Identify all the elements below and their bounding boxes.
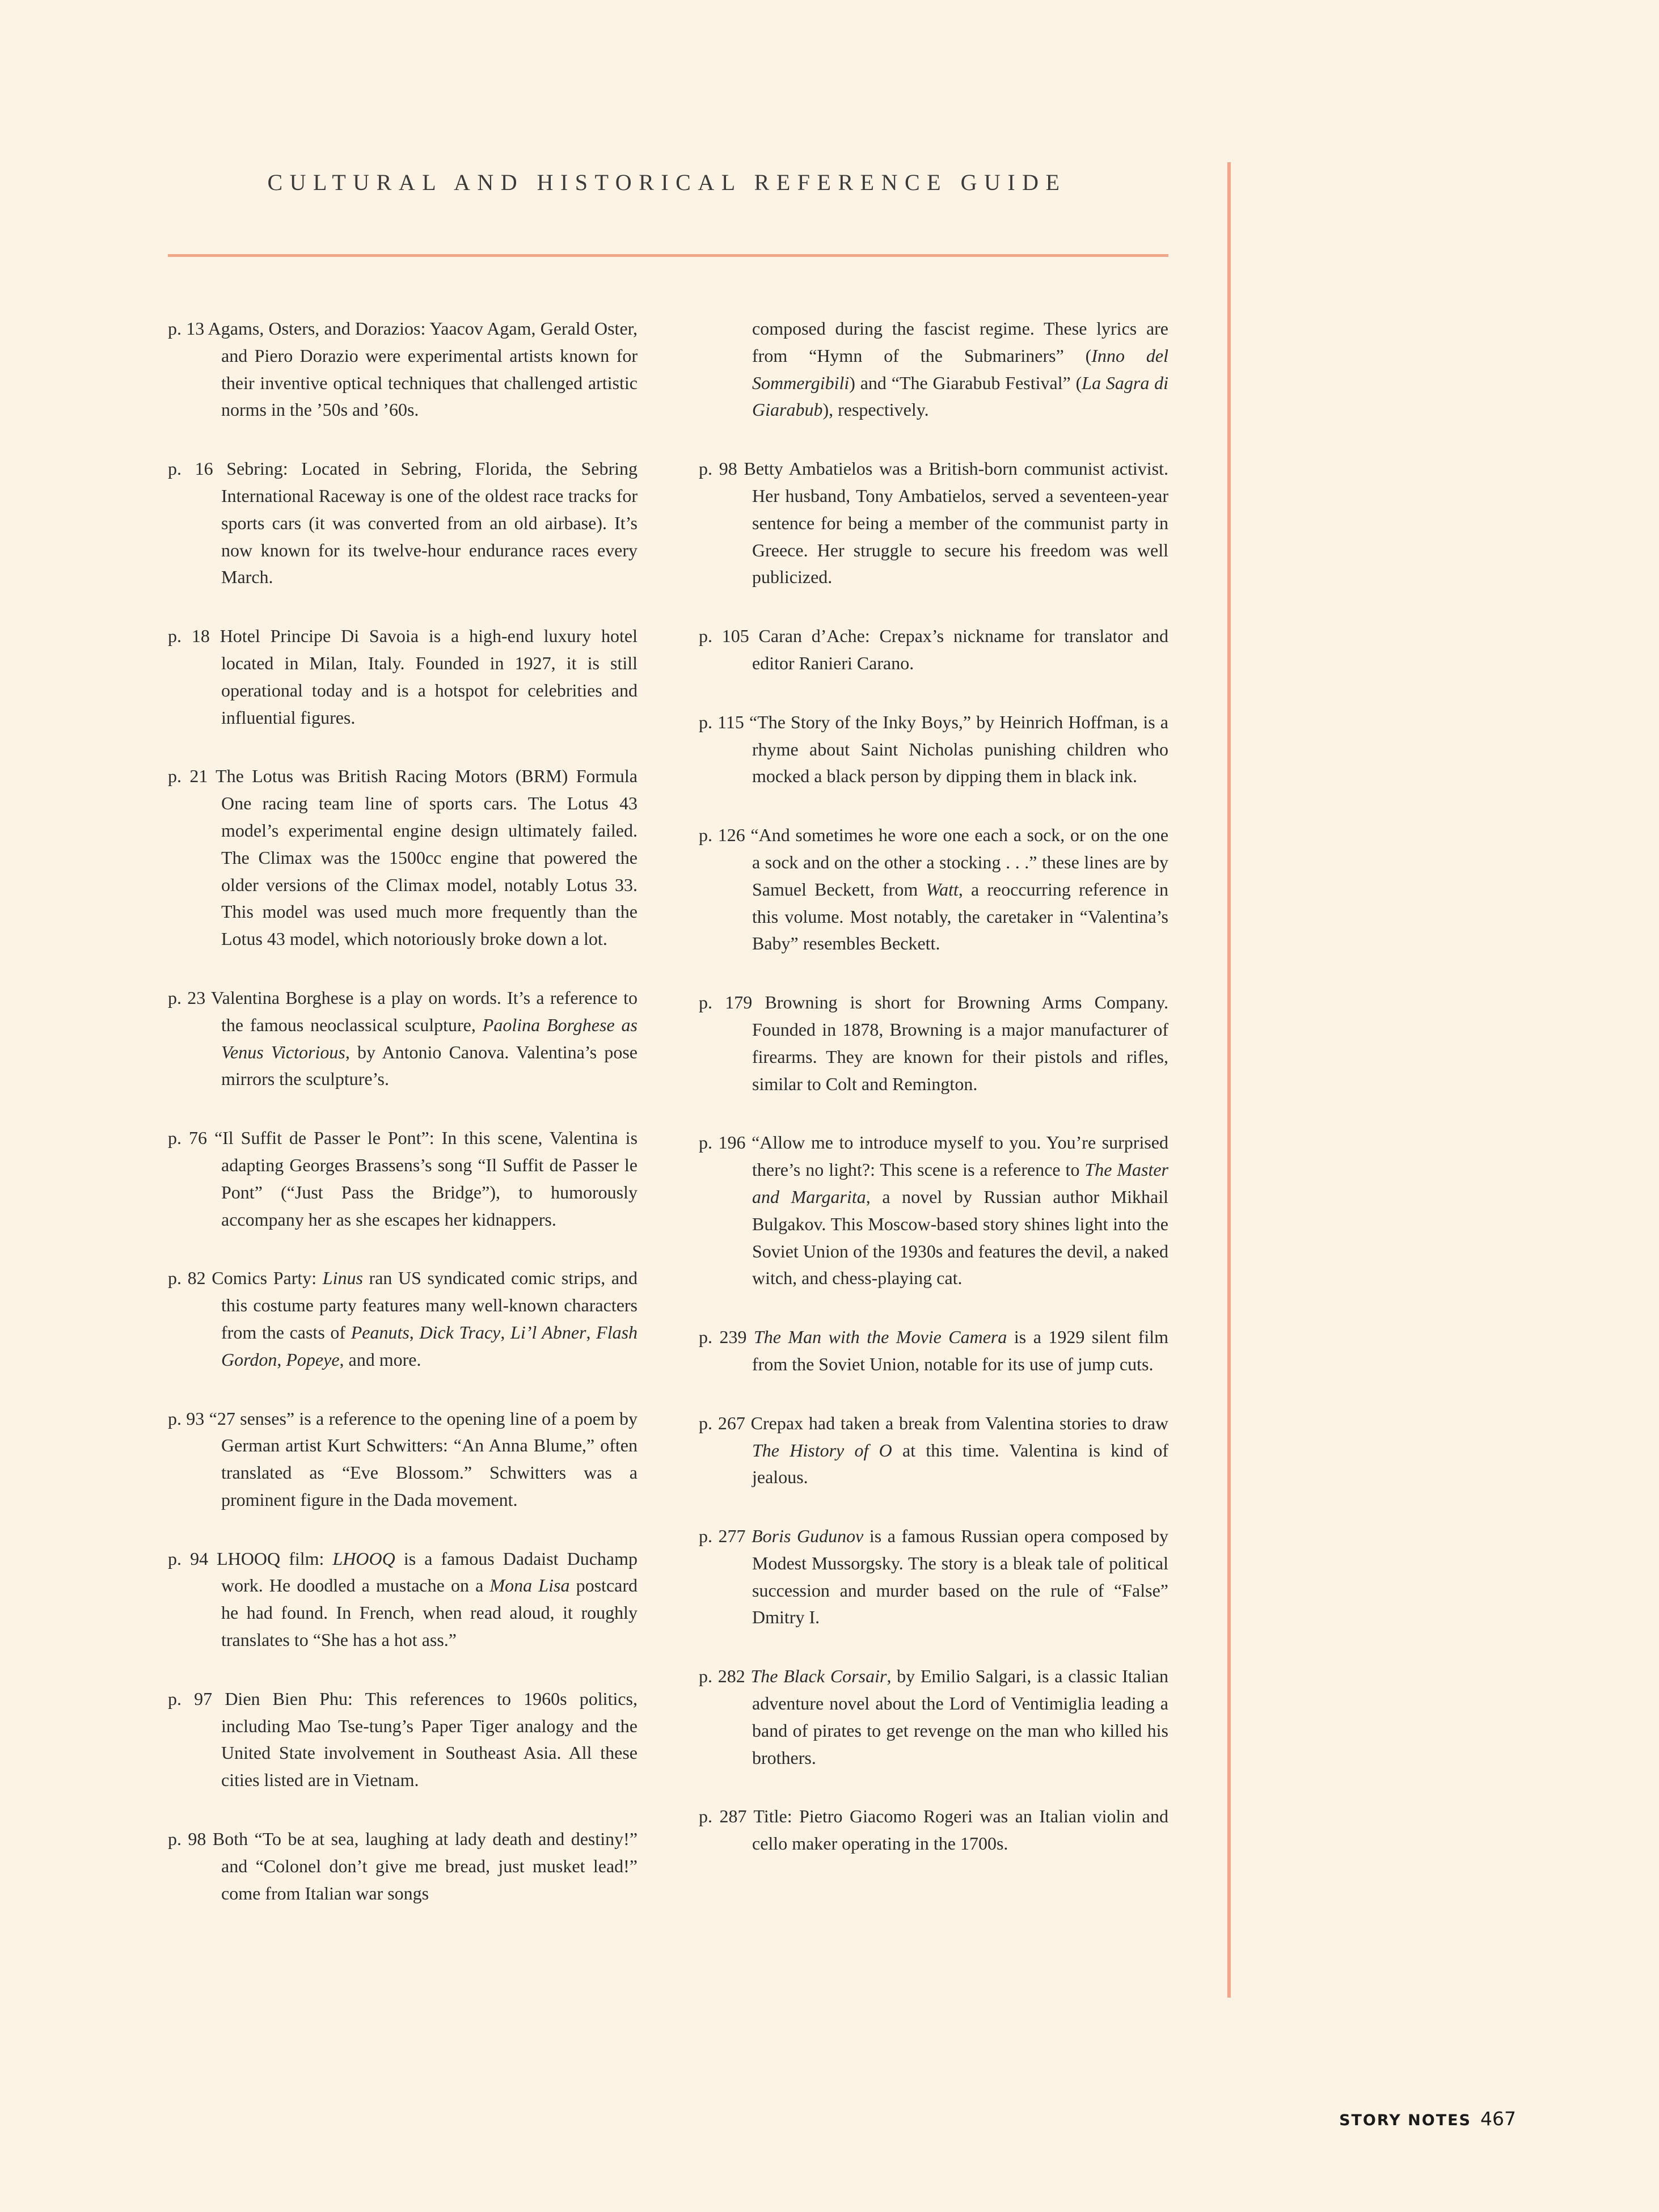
note-italic-title: Inno del Sommergibili: [752, 345, 1169, 393]
note-page-ref: p. 13: [168, 318, 205, 339]
note-text: Caran d’Ache: Crepax’s nickname for translator and editor Ranieri Carano.: [752, 626, 1169, 673]
note-text: Title: Pietro Giacomo Rogeri was an Italian violin and cello maker operating in the 1700s.: [752, 1806, 1169, 1854]
note-text: composed during the fascist regime. These lyrics are from “Hymn of the Submariners” (: [752, 318, 1168, 366]
note-text: “Il Suffit de Passer le Pont”: In this scene, Valentina is adapting Georges Brassens’s song “Il Suffit de Passer le Pont” (“Just Pass the Bridge”), to humorously accompany her as she escapes her kidnappers.: [214, 1128, 638, 1230]
note-italic-title: La Sagra di Giarabub: [752, 372, 1169, 420]
note-text: , and more.: [339, 1349, 421, 1370]
note-page-ref: p. 21: [168, 766, 208, 787]
page-header-title: CULTURAL AND HISTORICAL REFERENCE GUIDE: [267, 170, 1067, 195]
note-italic-title: The Man with the Movie Camera: [754, 1327, 1007, 1348]
note-text: , by Emilio Salgari, is a classic Italian adventure novel about the Lord of Ventimiglia leading a band of pirates to get revenge on the man who killed his brothers.: [752, 1666, 1169, 1768]
reference-note: [699, 455, 1168, 591]
reference-note: [699, 315, 1168, 424]
reference-note: [699, 1803, 1168, 1858]
note-page-ref: p. 98: [168, 1829, 206, 1850]
note-italic-title: The Master and Margarita: [752, 1159, 1169, 1207]
note-page-ref: p. 76: [168, 1128, 207, 1149]
note-text: ,: [277, 1349, 286, 1370]
note-text: “And sometimes he wore one each a sock, or on the one a sock and on the other a stocking . . .” these lines are by Samuel Beckett, from: [750, 825, 1169, 900]
note-text: Browning is short for Browning Arms Company. Founded in 1878, Browning is a major manufacturer of firearms. They are known for their pistols and rifles, similar to Colt and Remington.: [752, 992, 1169, 1094]
reference-note: [168, 315, 638, 424]
reference-note: [699, 989, 1168, 1097]
note-page-ref: p. 239: [699, 1327, 747, 1348]
note-italic-title: The Black Corsair: [750, 1666, 887, 1687]
note-text: Hotel Principe Di Savoia is a high-end luxury hotel located in Milan, Italy. Founded in 1927, it is still operational today and is a hotspot for celebrities and influential figures.: [219, 626, 638, 728]
reference-note: [168, 455, 638, 591]
note-page-ref: p. 126: [699, 825, 745, 846]
reference-note: [168, 1265, 638, 1373]
reference-note: [168, 623, 638, 731]
note-text: ), respectively.: [822, 399, 929, 420]
note-italic-title: Linus: [322, 1268, 363, 1289]
note-italic-title: LHOOQ: [332, 1548, 395, 1569]
note-page-ref: p. 115: [699, 711, 744, 732]
note-page-ref: p. 98: [699, 458, 737, 479]
note-text: ,: [500, 1322, 511, 1343]
note-italic-title: Dick Tracy: [419, 1322, 501, 1343]
note-text: Agams, Osters, and Dorazios: Yaacov Agam, Gerald Oster, and Piero Dorazio were experimental artists known for their inventive optical techniques that challenged artistic norms in the ’50s and ’60s.: [208, 318, 638, 420]
reference-note: [699, 709, 1168, 790]
note-italic-title: Popeye: [286, 1349, 340, 1370]
note-page-ref: p. 267: [699, 1412, 745, 1433]
note-text: at this time. Valentina is kind of jealous.: [752, 1440, 1169, 1488]
reference-note: [699, 1324, 1168, 1378]
note-page-ref: p. 196: [699, 1132, 746, 1153]
note-italic-title: Paolina Borghese as Venus Victorious: [221, 1014, 638, 1062]
note-page-ref: p. 82: [168, 1268, 206, 1289]
note-text: , a reoccurring reference in this volume. Most notably, the caretaker in “Valentina’s Baby” resembles Beckett.: [752, 879, 1169, 954]
reference-note: [168, 1125, 638, 1233]
note-text: Crepax had taken a break from Valentina stories to draw: [750, 1412, 1169, 1433]
reference-note: [699, 822, 1168, 957]
reference-note: [168, 1546, 638, 1654]
note-text: Sebring: Located in Sebring, Florida, the Sebring International Raceway is one of the oldest race tracks for sports cars (it was converted from an old airbase). It’s now known for its twelve-hour endurance races every March.: [221, 458, 638, 588]
reference-note: [168, 1686, 638, 1794]
note-text: Betty Ambatielos was a British-born communist activist. Her husband, Tony Ambatielos, served a seventeen-year sentence for being a member of the communist party in Greece. Her struggle to secure his freedom was well publicized.: [744, 458, 1169, 588]
note-text: “Allow me to introduce myself to you. You’re surprised there’s no light?: This scene is a reference to: [752, 1132, 1169, 1180]
note-text: , by Antonio Canova. Valentina’s pose mirrors the sculpture’s.: [221, 1041, 638, 1090]
note-page-ref: p. 23: [168, 987, 206, 1008]
reference-note: [699, 623, 1168, 677]
vertical-rule: [1227, 162, 1231, 1998]
note-text: is a 1929 silent film from the Soviet Union, notable for its use of jump cuts.: [752, 1327, 1169, 1374]
note-italic-title: The History of O: [752, 1440, 892, 1460]
note-italic-title: Boris Gudunov: [752, 1526, 864, 1547]
note-text: Dien Bien Phu: This references to 1960s politics, including Mao Tse-tung’s Paper Tiger analogy and the United State involvement in Southeast Asia. All these cities listed are in Vietnam.: [221, 1688, 638, 1791]
reference-note: [168, 1826, 638, 1907]
note-page-ref: p. 16: [168, 458, 213, 479]
notes-column-left: [168, 315, 638, 1939]
page-number: 467: [1480, 2108, 1516, 2130]
note-text: Comics Party:: [212, 1268, 323, 1289]
reference-note: [168, 1405, 638, 1514]
note-page-ref: p. 18: [168, 626, 210, 647]
note-page-ref: p. 105: [699, 626, 749, 647]
note-text: ran US syndicated comic strips, and this costume party features many well-known characters from the casts of: [221, 1268, 638, 1343]
header-rule: [168, 254, 1168, 257]
note-text: is a famous Dadaist Duchamp work. He doodled a mustache on a: [221, 1548, 638, 1596]
note-text: “27 senses” is a reference to the opening line of a poem by German artist Kurt Schwitters: “An Anna Blume,” often translated as “Eve Blossom.” Schwitters was a prominent figure in the Dada movement.: [209, 1408, 638, 1510]
note-page-ref: p. 179: [699, 992, 753, 1013]
reference-note: [699, 1523, 1168, 1631]
note-text: ,: [409, 1322, 420, 1343]
note-text: ) and “The Giarabub Festival” (: [849, 372, 1082, 393]
note-page-ref: p. 277: [699, 1526, 746, 1547]
note-page-ref: p. 287: [699, 1806, 747, 1827]
note-italic-title: Li’l Abner: [510, 1322, 586, 1343]
note-italic-title: Mona Lisa: [489, 1575, 570, 1596]
reference-note: [699, 1663, 1168, 1771]
note-text: Valentina Borghese is a play on words. It’s a reference to the famous neoclassical sculpture,: [211, 987, 638, 1035]
note-text: “The Story of the Inky Boys,” by Heinrich Hoffman, is a rhyme about Saint Nicholas punishing children who mocked a black person by dipping them in black ink.: [749, 711, 1169, 787]
notes-column-right: [699, 315, 1168, 1889]
note-italic-title: Watt: [926, 879, 959, 900]
note-italic-title: Peanuts: [351, 1322, 410, 1343]
reference-note: [699, 1129, 1168, 1292]
note-text: , a novel by Russian author Mikhail Bulgakov. This Moscow-based story shines light into the Soviet Union of the 1930s and features the devil, a naked witch, and chess-playing cat.: [752, 1186, 1169, 1289]
note-italic-title: Flash Gordon: [221, 1322, 638, 1370]
note-text: The Lotus was British Racing Motors (BRM) Formula One racing team line of sports cars. The Lotus 43 model’s experimental engine design ultimately failed. The Climax was the 1500cc engine that powered the older versions of the Climax model, notably Lotus 33. This model was used much more frequently than the Lotus 43 model, which notoriously broke down a lot.: [216, 766, 638, 949]
note-text: LHOOQ film:: [217, 1548, 333, 1569]
note-text: is a famous Russian opera composed by Modest Mussorgsky. The story is a bleak tale of political succession and murder based on the rule of “False” Dmitry I.: [752, 1526, 1169, 1628]
note-text: Both “To be at sea, laughing at lady death and destiny!” and “Colonel don’t give me bread, just musket lead!” come from Italian war songs: [212, 1829, 638, 1903]
note-page-ref: p. 94: [168, 1548, 209, 1569]
note-page-ref: p. 93: [168, 1408, 205, 1429]
note-text: ,: [586, 1322, 597, 1343]
note-page-ref: p. 282: [699, 1666, 745, 1687]
reference-note: [168, 985, 638, 1093]
footer-section-label: STORY NOTES: [1339, 2112, 1471, 2129]
note-page-ref: p. 97: [168, 1688, 213, 1709]
note-text: postcard he had found. In French, when read aloud, it roughly translates to “She has a hot ass.”: [221, 1575, 638, 1650]
page-footer: [1339, 2108, 1516, 2130]
reference-note: [168, 763, 638, 953]
reference-note: [699, 1410, 1168, 1491]
